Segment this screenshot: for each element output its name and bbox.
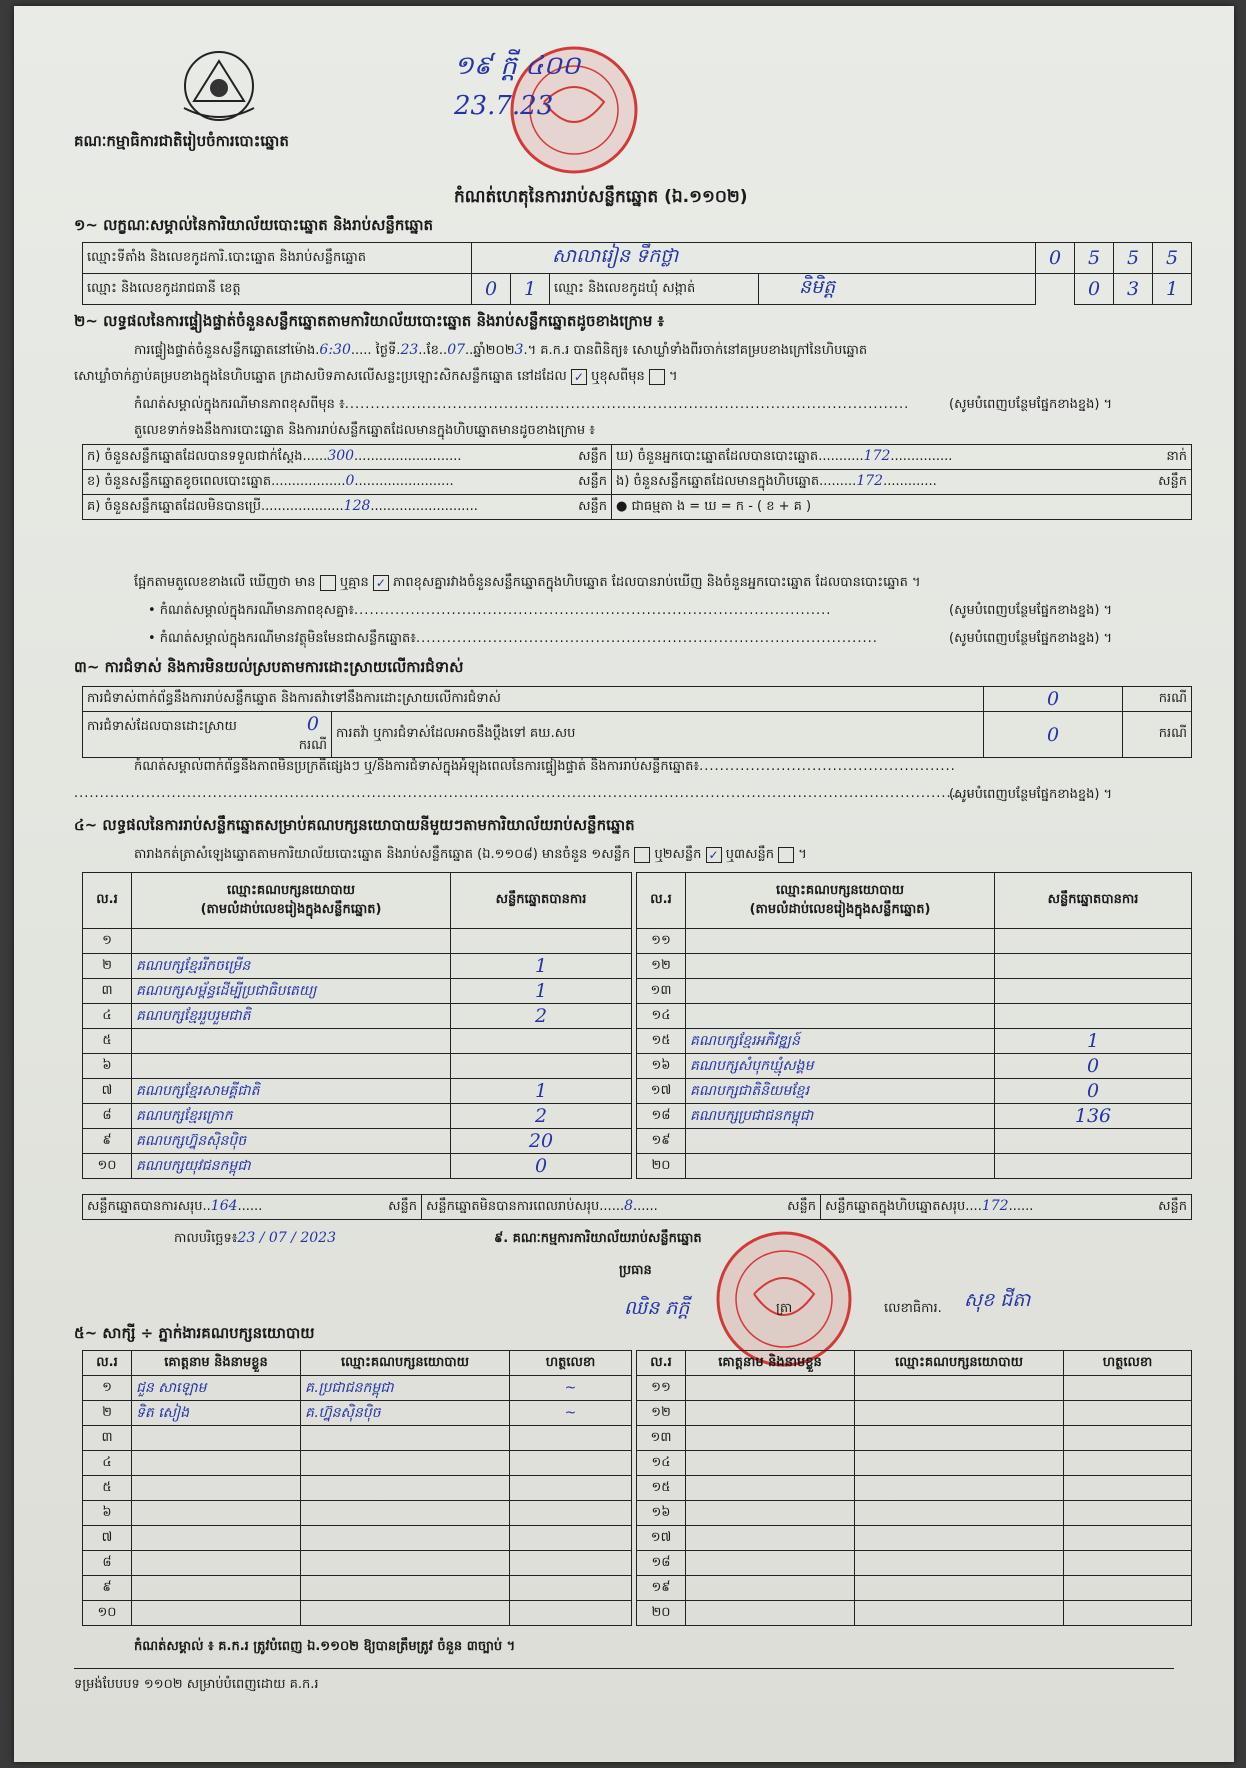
vote-count [451, 1029, 632, 1054]
col-party: ឈ្មោះគណបក្សនយោបាយ [776, 882, 904, 898]
text: ឬ២សន្លឹក [654, 847, 702, 862]
table-row [637, 1079, 1192, 1104]
table-row [637, 1154, 1192, 1179]
received-label: ក) ចំនួនសន្លឹកឆ្នោតដែលបានទទួលជាក់ស្ដែង [87, 448, 303, 464]
unit: សន្លឹក [578, 473, 607, 489]
row-no: ១៧ [637, 1079, 686, 1104]
resolved-value: 0 [306, 713, 319, 735]
text: កំណត់សម្គាល់ពាក់ព័ន្ធនឹងភាពមិនប្រក្រតីផ្សេងៗ ឬ/និងការជំទាស់ក្នុងអំឡុងពេលនៃការផ្ទៀងផ្ទាត់ និងការរាប់សន្លឹកឆ្នោត៖ [134, 759, 700, 774]
province-label: ឈ្មោះ និងលេខកូដរាជធានី ខេត្ត [83, 274, 472, 305]
party-name: គណបក្សខ្មែររីកចម្រើន [132, 954, 451, 979]
province-digit: 1 [511, 274, 550, 305]
witness-name: ជួន សាឡោម [132, 1376, 301, 1401]
party-name [686, 979, 995, 1004]
appeal-value: 0 [984, 712, 1123, 758]
text: កំណត់សម្គាល់ក្នុងករណីមានភាពខុសពីមុន ៖ [134, 397, 345, 412]
table-row [83, 1501, 632, 1526]
total-box-value: 172 [981, 1197, 1009, 1214]
voters-label: ឃ) ចំនួនអ្នកបោះឆ្នោតដែលបានបោះឆ្នោត [616, 448, 819, 464]
table-row [637, 1476, 1192, 1501]
party-name [686, 1129, 995, 1154]
row-no: ៦ [83, 1054, 132, 1079]
row-no: ១១ [637, 929, 686, 954]
table-row [637, 1501, 1192, 1526]
received-value: 300 [327, 447, 355, 464]
results-table-right [636, 872, 1192, 1179]
witness-party [301, 1501, 510, 1526]
text: ឬខុសពីមុន [591, 369, 645, 384]
unused-label: គ) ចំនួនសន្លឹកឆ្នោតដែលមិនបានប្រើ [87, 498, 261, 514]
row-no: ៩ [83, 1129, 132, 1154]
org-name: គណៈកម្មាធិការជាតិរៀបចំការបោះឆ្នោត [74, 132, 289, 150]
document-page [14, 6, 1234, 1762]
dots-line: ............................................................................................................................................................................... [74, 786, 973, 801]
fill-more-note: (សូមបំពេញបន្ថែមផ្នែកខាងខ្នង) ។ [949, 603, 1113, 618]
vote-count [995, 929, 1192, 954]
row-no: ៦ [83, 1501, 132, 1526]
total-invalid-label: សន្លឹកឆ្នោតមិនបានការពេលរាប់សរុប [426, 1198, 600, 1214]
note-object: • កំណត់សម្គាល់ក្នុងករណីមានវត្ថុមិនមែនជាសន្លឹកឆ្នោត៖.......................................................................................... [148, 631, 878, 646]
unit: សន្លឹក [388, 1198, 417, 1214]
vote-count: 136 [995, 1104, 1192, 1129]
section1-heading: ១~ លក្ខណៈសម្គាល់នៃការិយាល័យបោះឆ្នោត និងរាប់សន្លឹកឆ្នោត [74, 216, 434, 234]
location-table [82, 242, 1192, 305]
text: ។ [668, 369, 678, 384]
fill-more-note: (សូមបំពេញបន្ថែមផ្នែកខាងខ្នង) ។ [949, 631, 1113, 646]
tally-sheet-line [134, 846, 807, 865]
table-row [637, 954, 1192, 979]
vote-count: 1 [451, 1079, 632, 1104]
table-row [637, 1526, 1192, 1551]
vote-count: 2 [451, 1104, 632, 1129]
witness-party [301, 1551, 510, 1576]
row-no: ១៣ [637, 1426, 686, 1451]
text: ភាពខុសគ្នារវាងចំនួនសន្លឹកឆ្នោតក្នុងហិបឆ្នោត ដែលបានរាប់ឃើញ និងចំនួនអ្នកបោះឆ្នោត ដែលបានបោះឆ្នោត ។ [393, 575, 921, 590]
party-name [686, 929, 995, 954]
different-checkbox[interactable] [649, 369, 665, 385]
table-row [83, 1154, 632, 1179]
table-row [83, 1576, 632, 1601]
unit: នាក់ [1166, 448, 1187, 464]
witness-name [132, 1426, 301, 1451]
date-line [174, 1230, 336, 1249]
row-no: ១៨ [637, 1104, 686, 1129]
table-row [637, 1426, 1192, 1451]
note-difference: • កំណត់សម្គាល់ក្នុងករណីមានភាពខុសគ្នា៖............................................................................................. [148, 603, 832, 618]
col-party: ឈ្មោះគណបក្សនយោបាយ [227, 882, 355, 898]
location-label: ឈ្មោះទីតាំង និងលេខកូដការិ.បោះឆ្នោត និងរាប់សន្លឹកឆ្នោត [83, 243, 472, 274]
in-box-value: 172 [856, 472, 884, 489]
col-no: ល.រ [83, 873, 132, 929]
text: តារាងកត់ត្រាសំឡេងឆ្នោតតាមការិយាល័យបោះឆ្នោត និងរាប់សន្លឹកឆ្នោត (ឯ.១១០៨) មានចំនួន ១សន្លឹក [134, 847, 631, 862]
text: • កំណត់សម្គាល់ក្នុងករណីមានភាពខុសគ្នា៖ [148, 603, 355, 618]
vote-count [451, 1054, 632, 1079]
witness-party [301, 1451, 510, 1476]
table-row [83, 1426, 632, 1451]
row-no: ១១ [637, 1376, 686, 1401]
table-row [83, 1376, 632, 1401]
unit: សន្លឹក [578, 498, 607, 514]
witness-name: ទិត សៀង [132, 1401, 301, 1426]
text: ផ្អែកតាមតួលេខខាងលើ ឃើញថា មាន [134, 575, 316, 590]
party-name: គណបក្សខ្មែរអភិវឌ្ឍន៍ [686, 1029, 995, 1054]
row-no: ៣ [83, 979, 132, 1004]
row-no: ២ [83, 1401, 132, 1426]
objection-label: ការជំទាស់ពាក់ព័ន្ធនឹងការរាប់សន្លឹកឆ្នោត និងការតវ៉ាទៅនឹងការដោះស្រាយលើការជំទាស់ [83, 687, 984, 712]
table-row [83, 1029, 632, 1054]
witness-signature [510, 1526, 632, 1551]
verify-month: 07 [447, 342, 466, 358]
spoiled-value: 0 [345, 472, 355, 489]
difference-line [134, 574, 921, 593]
row-no: ១៥ [637, 1029, 686, 1054]
witness-signature [510, 1576, 632, 1601]
vote-count: 2 [451, 1004, 632, 1029]
province-digit: 0 [472, 274, 511, 305]
table-row [83, 1451, 632, 1476]
footnote: កំណត់សម្គាល់ ៖ គ.ក.រ ត្រូវបំពេញ ឯ.១១០២ ឱ្យបានត្រឹមត្រូវ ចំនួន ៣ច្បាប់ ។ [134, 1639, 516, 1654]
witness-name [132, 1551, 301, 1576]
row-no: ៤ [83, 1451, 132, 1476]
table-row [83, 1079, 632, 1104]
unit: សន្លឹក [1158, 1198, 1187, 1214]
vote-count: 0 [995, 1054, 1192, 1079]
table-row [83, 929, 632, 954]
secretary-name: សុខ ជីតា [964, 1289, 1031, 1311]
col-no: ល.រ [83, 1351, 132, 1376]
form-title: កំណត់ហេតុនៃការរាប់សន្លឹកឆ្នោត (ឯ.១១០២) [454, 187, 748, 207]
party-name: គណបក្សជាតិនិយមខ្មែរ [686, 1079, 995, 1104]
vote-count [995, 1004, 1192, 1029]
row-no: ១៤ [637, 1004, 686, 1029]
table-row [83, 1104, 632, 1129]
witness-party [301, 1476, 510, 1501]
verification-line [134, 342, 867, 361]
witness-signature [510, 1601, 632, 1626]
fill-more-note: (សូមបំពេញបន្ថែមផ្នែកខាងខ្នង) ។ [949, 787, 1113, 802]
unit: សន្លឹក [1158, 473, 1187, 489]
row-no: ៧ [83, 1526, 132, 1551]
text: ឬគ្មាន [339, 575, 369, 590]
formula: ● ជាធម្មតា ង = ឃ = ក - ( ខ + គ ) [612, 495, 1192, 520]
table-row [637, 1054, 1192, 1079]
form-footer: ទម្រង់បែបបទ ១១០២ សម្រាប់បំពេញដោយ គ.ក.រ [74, 1677, 319, 1692]
unit: ករណី [1123, 712, 1192, 758]
table-row [83, 1401, 632, 1426]
text: • កំណត់សម្គាល់ក្នុងករណីមានវត្ថុមិនមែនជាសន្លឹកឆ្នោត៖ [148, 631, 416, 646]
row-no: ១៩ [637, 1576, 686, 1601]
location-value: សាលារៀន ទឹកថ្លា [472, 243, 1036, 274]
row-no: ១០ [83, 1601, 132, 1626]
witness-signature [510, 1551, 632, 1576]
committee-label: ៩. គណៈកម្មការការិយាល័យរាប់សន្លឹកឆ្នោត [494, 1231, 702, 1246]
row-no: ៤ [83, 1004, 132, 1029]
table-row [83, 1054, 632, 1079]
row-no: ៥ [83, 1029, 132, 1054]
no-difference-checkbox[interactable]: ✓ [373, 575, 389, 591]
date-label: កាលបរិច្ឆេទ៖ [174, 1231, 238, 1246]
note-line: កំណត់សម្គាល់ក្នុងករណីមានភាពខុសពីមុន ៖.............................................................................................................. [134, 397, 910, 412]
table-row [637, 1401, 1192, 1426]
vote-count [451, 929, 632, 954]
irregularity-note: កំណត់សម្គាល់ពាក់ព័ន្ធនឹងភាពមិនប្រក្រតីផ្សេងៗ ឬ/និងការជំទាស់ក្នុងអំឡុងពេលនៃការផ្ទៀងផ្ទាត់ និងការរាប់សន្លឹកឆ្នោត៖.................................................. [134, 759, 956, 774]
commune-digit: 1 [1153, 274, 1192, 305]
table-row [637, 1576, 1192, 1601]
table-row [637, 979, 1192, 1004]
witness-signature [510, 1426, 632, 1451]
resolved-label: ការជំទាស់ដែលបានដោះស្រាយ [87, 719, 237, 734]
vote-count [995, 979, 1192, 1004]
table-row [637, 1104, 1192, 1129]
table-row [637, 1029, 1192, 1054]
vote-count [995, 1154, 1192, 1179]
witness-table-right [636, 1350, 1192, 1626]
in-box-label: ង) ចំនួនសន្លឹកឆ្នោតដែលមានក្នុងហិបឆ្នោត [616, 473, 820, 489]
witness-name [132, 1526, 301, 1551]
col-party: ឈ្មោះគណបក្សនយោបាយ [301, 1351, 510, 1376]
party-name: គណបក្សខ្មែររួបរួមជាតិ [132, 1004, 451, 1029]
party-name: គណបក្សសម្ព័ន្ធដើម្បីប្រជាធិបតេយ្យ [132, 979, 451, 1004]
nec-emblem-icon [174, 46, 264, 126]
row-no: ១៣ [637, 979, 686, 1004]
commune-digit: 0 [1075, 274, 1114, 305]
table-row [637, 929, 1192, 954]
code-digit: 5 [1153, 243, 1192, 274]
witness-signature [510, 1501, 632, 1526]
has-difference-checkbox[interactable] [320, 575, 336, 591]
table-row [83, 1129, 632, 1154]
col-party-sub: (តាមលំដាប់លេខរៀងក្នុងសន្លឹកឆ្នោត) [749, 901, 931, 917]
table-row [83, 1551, 632, 1576]
witness-name [132, 1576, 301, 1601]
text: សោឃ្លាំចាក់ភ្ជាប់គម្របខាងក្នុងនៃហិបឆ្នោត ក្រដាសបិទភាសលើសន្លះប្រឡោះសិកសន្លឹកឆ្នោត នៅដដែល [74, 369, 567, 384]
party-name: គណបក្សប្រជាជនកម្ពុជា [686, 1104, 995, 1129]
unit: ករណី [1123, 687, 1192, 712]
total-valid-label: សន្លឹកឆ្នោតបានការសរុប [87, 1198, 203, 1214]
total-valid-value: 164 [210, 1197, 238, 1214]
text: ឬ៣សន្លឹក [725, 847, 774, 862]
section3-heading: ៣~ ការជំទាស់ និងការមិនយល់ស្របតាមការដោះស្រាយលើការជំទាស់ [74, 658, 464, 676]
results-table-left [82, 872, 632, 1179]
row-no: ២០ [637, 1154, 686, 1179]
fill-more-note: (សូមបំពេញបន្ថែមផ្នែកខាងខ្នង) ។ [949, 397, 1113, 412]
witness-name [132, 1601, 301, 1626]
col-sign: ហត្ថលេខា [510, 1351, 632, 1376]
row-no: ៥ [83, 1476, 132, 1501]
party-name [132, 1029, 451, 1054]
party-name [686, 1004, 995, 1029]
row-no: ៧ [83, 1079, 132, 1104]
code-digit: 5 [1114, 243, 1153, 274]
text: ការផ្ទៀងផ្ទាត់ចំនួនសន្លឹកឆ្នោតនៅម៉ោង. [134, 343, 320, 358]
table-row [83, 1526, 632, 1551]
verify-year-digit: 3 [514, 342, 524, 358]
col-votes: សន្លឹកឆ្នោតបានការ [451, 873, 632, 929]
code-digit: 5 [1075, 243, 1114, 274]
party-name [686, 954, 995, 979]
row-no: ៩ [83, 1576, 132, 1601]
table-row [83, 1476, 632, 1501]
row-no: ១៥ [637, 1476, 686, 1501]
col-party: ឈ្មោះគណបក្សនយោបាយ [855, 1351, 1064, 1376]
table-row [83, 1004, 632, 1029]
section5-heading: ៥~ សាក្សី ÷ ភ្នាក់ងារគណបក្សនយោបាយ [74, 1324, 315, 1342]
row-no: ៨ [83, 1551, 132, 1576]
vote-count: 0 [451, 1154, 632, 1179]
row-no: ១២ [637, 954, 686, 979]
secretary-label: លេខាធិការ. [884, 1301, 942, 1316]
seal-line [74, 368, 678, 387]
text: ..... ថ្ងៃទី. [350, 343, 401, 358]
footer-divider [74, 1668, 1174, 1669]
table-row [83, 979, 632, 1004]
verify-day: 23 [400, 342, 419, 358]
counts-intro: តួលេខទាក់ទងនឹងការបោះឆ្នោត និងការរាប់សន្លឹកឆ្នោតដែលមានក្នុងហិបឆ្នោតមានដូចខាងក្រោម ៖ [134, 423, 595, 438]
vote-count: 20 [451, 1129, 632, 1154]
table-row [637, 1004, 1192, 1029]
witness-table-left [82, 1350, 632, 1626]
col-no: ល.រ [637, 1351, 686, 1376]
appeal-label: ការតវ៉ា ឬការជំទាស់ដែលអាចនឹងប្ដឹងទៅ គឃ.សប [332, 712, 984, 758]
witness-signature: ~ [510, 1376, 632, 1401]
witness-party: គ.ហ្វ៊ុនស៊ិនប៉ិច [301, 1401, 510, 1426]
row-no: ២ [83, 954, 132, 979]
witness-party: គ.ប្រជាជនកម្ពុជា [301, 1376, 510, 1401]
row-no: ១៨ [637, 1551, 686, 1576]
row-no: ១២ [637, 1401, 686, 1426]
spoiled-label: ខ) ចំនួនសន្លឹកឆ្នោតខូចពេលបោះឆ្នោត [87, 473, 272, 489]
total-box-label: សន្លឹកឆ្នោតក្នុងហិបឆ្នោតសរុប [825, 1198, 966, 1214]
one-sheet-checkbox[interactable] [634, 847, 650, 863]
total-invalid-value: 8 [624, 1197, 634, 1214]
commune-label: ឈ្មោះ និងលេខកូដឃុំ សង្កាត់ [550, 274, 759, 304]
vote-count: 1 [995, 1029, 1192, 1054]
party-name [132, 929, 451, 954]
col-votes: សន្លឹកឆ្នោតបានការ [995, 873, 1192, 929]
party-name [686, 1154, 995, 1179]
section2-heading: ២~ លទ្ធផលនៃការផ្ទៀងផ្ទាត់ចំនួនសន្លឹកឆ្នោតតាមការិយាល័យបោះឆ្នោត និងរាប់សន្លឹកឆ្នោតដូចខាងក្រោម ៖ [74, 312, 665, 330]
row-no: ១ [83, 1376, 132, 1401]
code-digit: 0 [1036, 243, 1075, 274]
vote-count: 1 [451, 979, 632, 1004]
witness-party [301, 1526, 510, 1551]
witness-signature [510, 1476, 632, 1501]
seal-label: ត្រា [776, 1301, 793, 1316]
table-row [637, 1451, 1192, 1476]
vote-count: 1 [451, 954, 632, 979]
row-no: ៣ [83, 1426, 132, 1451]
objections-table [82, 686, 1192, 758]
text: ..ខែ.. [418, 343, 448, 358]
col-name: គោត្តនាម និងនាមខ្លួន [132, 1351, 301, 1376]
totals-table: សន្លឹកឆ្នោតបានការសរុប..164...... សន្លឹក សន្លឹកឆ្នោតមិនបានការពេលរាប់សរុប......8...... សន្លឹក សន្លឹកឆ្នោតក្នុងហិបឆ្នោតសរុប....172...... សន្លឹក [82, 1194, 1192, 1220]
party-name: គណបក្សសំបុកឃ្មុំសង្គម [686, 1054, 995, 1079]
text: ។ [798, 847, 807, 862]
row-no: ១៦ [637, 1054, 686, 1079]
party-name [132, 1054, 451, 1079]
commune-digit: 3 [1114, 274, 1153, 305]
witness-signature: ~ [510, 1401, 632, 1426]
vote-count [995, 1129, 1192, 1154]
vote-count [995, 954, 1192, 979]
table-row [637, 1376, 1192, 1401]
section4-heading: ៤~ លទ្ធផលនៃការរាប់សន្លឹកឆ្នោតសម្រាប់គណបក្សនយោបាយនីមួយៗតាមការិយាល័យរាប់សន្លឹកឆ្នោត [74, 816, 635, 834]
row-no: ១៩ [637, 1129, 686, 1154]
col-sign: ហត្ថលេខា [1064, 1351, 1192, 1376]
text: ..ឆ្នាំ២០២ [465, 343, 515, 358]
witness-name [132, 1501, 301, 1526]
witness-signature [510, 1451, 632, 1476]
table-row [637, 1551, 1192, 1576]
row-no: ១ [83, 929, 132, 954]
table-row [637, 1129, 1192, 1154]
stamp-handwritten-date: ១៩ ក្ដី ៤០០ 23.7.23 [454, 51, 581, 121]
row-no: ១៤ [637, 1451, 686, 1476]
three-sheet-checkbox[interactable] [778, 847, 794, 863]
row-no: ១៧ [637, 1526, 686, 1551]
col-no: ល.រ [637, 873, 686, 929]
table-row [637, 1601, 1192, 1626]
party-name: គណបក្សហ្វ៊ុនស៊ិនប៉ិច [132, 1129, 451, 1154]
chair-name: ឈិន ភក្ដី [624, 1297, 690, 1319]
unit: ករណី [298, 738, 327, 753]
objection-value: 0 [984, 687, 1123, 712]
unit: សន្លឹក [787, 1198, 816, 1214]
col-party-sub: (តាមលំដាប់លេខរៀងក្នុងសន្លឹកឆ្នោត) [200, 901, 382, 917]
unit: សន្លឹក [578, 448, 607, 464]
table-row [83, 954, 632, 979]
vote-count: 0 [995, 1079, 1192, 1104]
row-no: ៨ [83, 1104, 132, 1129]
counts-table: ក) ចំនួនសន្លឹកឆ្នោតដែលបានទទួលជាក់ស្ដែង......300.......................... សន្លឹក ឃ) ចំនួនអ្នកបោះឆ្នោតដែលបានបោះឆ្នោត...........172............... នាក់ ខ) ចំនួនសន្លឹកឆ្នោតខូចពេលបោះឆ្នោត..................0........................ សន្លឹក ង) ចំនួនសន្លឹកឆ្នោតដែលមានក្នុងហិបឆ្នោត.........172............. សន្លឹក គ) ចំនួនសន្លឹកឆ្នោតដែលមិនបានប្រើ....................128.......................... សន្លឹក ● ជាធម្មតា ង = ឃ = ក - ( ខ + គ ) [82, 444, 1192, 520]
party-name: គណបក្សយុវជនកម្ពុជា [132, 1154, 451, 1179]
witness-party [301, 1576, 510, 1601]
date-value: 23 / 07 / 2023 [237, 1230, 336, 1246]
voters-value: 172 [863, 447, 891, 464]
unused-value: 128 [343, 497, 371, 514]
table-row [83, 1601, 632, 1626]
text: .។ គ.ក.រ បានពិនិត្យ៖ សោឃ្លាំទាំងពីរចាក់នៅគម្របខាងក្រៅនៃហិបឆ្នោត [523, 343, 868, 358]
commune-value: និមិត្ត [799, 276, 836, 298]
chair-label: ប្រធាន [619, 1263, 652, 1278]
witness-name [132, 1476, 301, 1501]
two-sheet-checkbox[interactable]: ✓ [706, 847, 722, 863]
row-no: ១៦ [637, 1501, 686, 1526]
verify-time: 6:30 [319, 342, 351, 358]
witness-party [301, 1601, 510, 1626]
party-name: គណបក្សខ្មែរសាមគ្គីជាតិ [132, 1079, 451, 1104]
party-name: គណបក្សខ្មែរក្រោក [132, 1104, 451, 1129]
same-checkbox[interactable]: ✓ [571, 369, 587, 385]
col-name: គោត្តនាម និងនាមខ្លួន [686, 1351, 855, 1376]
witness-name [132, 1451, 301, 1476]
witness-party [301, 1426, 510, 1451]
row-no: ១០ [83, 1154, 132, 1179]
row-no: ២០ [637, 1601, 686, 1626]
